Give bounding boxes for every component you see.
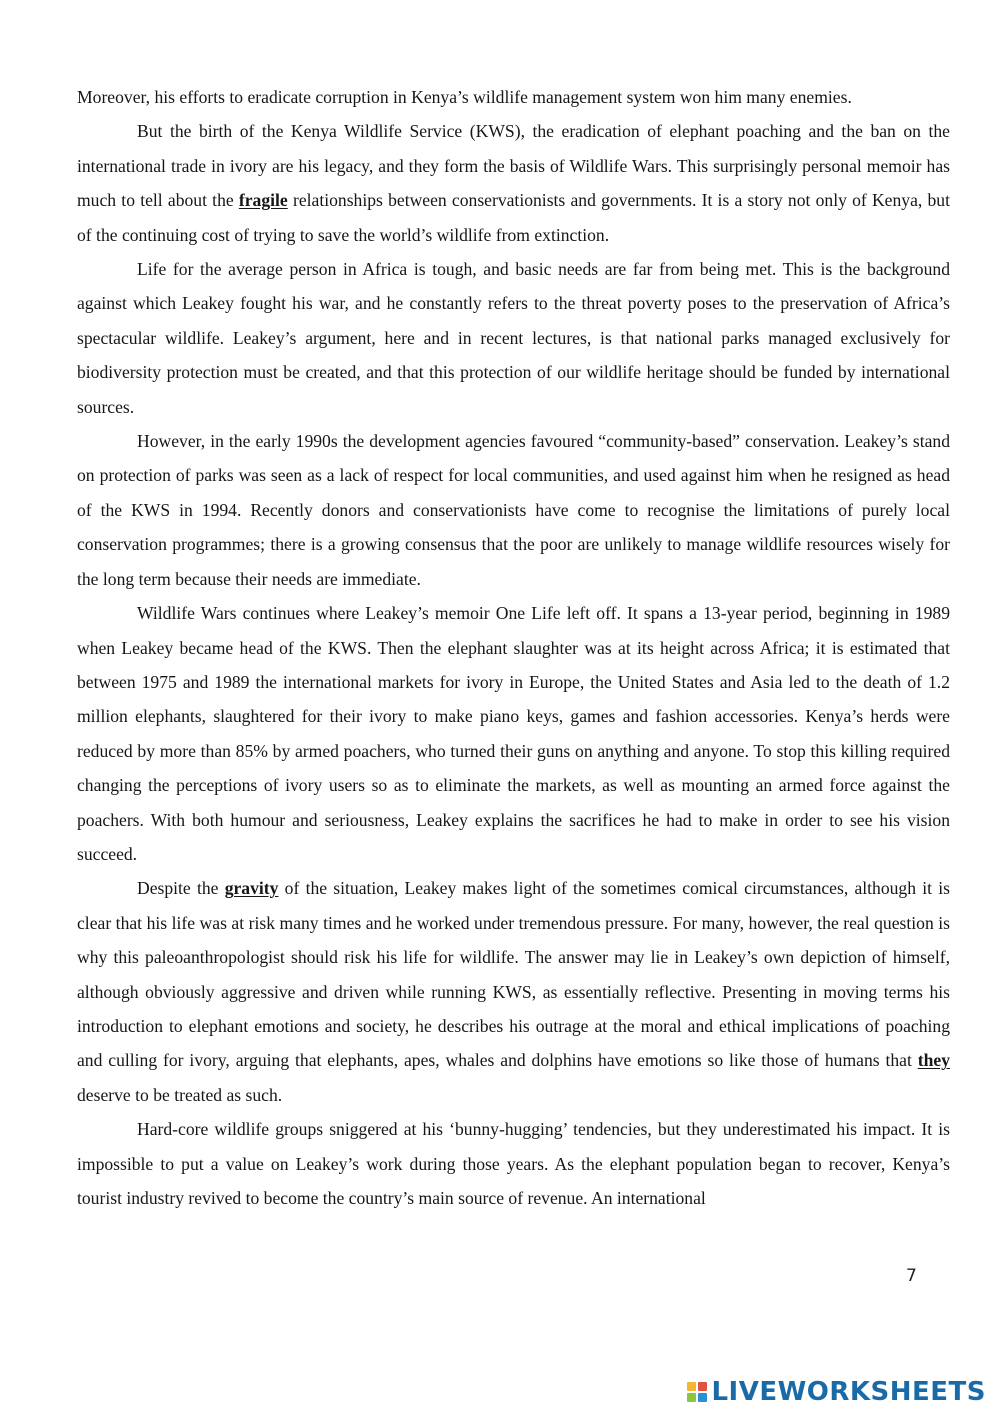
paragraph-text: deserve to be treated as such. [77,1084,283,1105]
logo-mark-square [698,1393,707,1402]
liveworksheets-logo-icon [687,1382,707,1402]
paragraph-text: Moreover, his efforts to eradicate corruption in Kenya’s wildlife management system won him many enemies. [77,87,852,107]
page-number: 7 [906,1266,917,1286]
paragraph [77,114,950,252]
article-body [77,80,950,1215]
paragraph-text: Despite the [137,878,225,899]
emphasized-word: gravity [224,878,279,899]
paragraph-text: relationships between conservationists and governments. It is a story not only of Kenya, but of the continuing cost of trying to save the world’s wildlife from extinction. [77,190,950,245]
paragraph [77,596,950,871]
paragraph-text: Life for the average person in Africa is tough, and basic needs are far from being met. This is the background against which Leakey fought his war, and he constantly refers to the threat poverty poses to the preservation of Africa’s spectacular wildlife. Leakey’s argument, here and in recent lectures, is that national parks managed exclusively for biodiversity protection must be created, and that this protection of our wildlife heritage should be funded by international sources. [77,259,950,417]
paragraph [77,871,950,1112]
emphasized-word: fragile [238,190,288,211]
paragraph [77,424,950,596]
paragraph [77,1112,950,1215]
paragraph-text: However, in the early 1990s the development agencies favoured “community-based” conservation. Leakey’s stand on protection of parks was seen as a lack of respect for local communities, and used against him when he resigned as head of the KWS in 1994. Recently donors and conservationists have come to recognise the limitations of purely local conservation programmes; there is a growing consensus that the poor are unlikely to manage wildlife resources wisely for the long term because their needs are immediate. [77,431,950,589]
logo-mark-square [687,1393,696,1402]
paragraph-text: Wildlife Wars continues where Leakey’s memoir One Life left off. It spans a 13-year period, beginning in 1989 when Leakey became head of the KWS. Then the elephant slaughter was at its height across Africa; it is estimated that between 1975 and 1989 the international markets for ivory in Europe, the United States and Asia led to the death of 1.2 million elephants, slaughtered for their ivory to make piano keys, games and fashion accessories. Kenya’s herds were reduced by more than 85% by armed poachers, who turned their guns on anything and anyone. To stop this killing required changing the perceptions of ivory users so as to eliminate the markets, as well as mounting an armed force against the poachers. With both humour and seriousness, Leakey explains the sacrifices he had to make in order to see his vision succeed. [77,603,950,864]
logo-mark-square [698,1382,707,1391]
paragraph [77,80,950,114]
paragraph-text: But the birth of the Kenya Wildlife Service (KWS), the eradication of elephant poaching and the ban on the international trade in ivory are his legacy, and they form the basis of Wildlife Wars. This surprisingly personal memoir has much to tell about the [77,121,950,211]
liveworksheets-logo [687,1377,986,1407]
paragraph [77,252,950,424]
logo-text: LIVEWORKSHEETS [711,1377,986,1407]
emphasized-word: they [917,1050,950,1071]
paragraph-text: of the situation, Leakey makes light of the sometimes comical circumstances, although it is clear that his life was at risk many times and he worked under tremendous pressure. For many, however, the real question is why this paleoanthropologist should risk his life for wildlife. The answer may lie in Leakey’s own depiction of himself, although obviously aggressive and driven while running KWS, as essentially reflective. Presenting in moving terms his introduction to elephant emotions and society, he describes his outrage at the moral and ethical implications of poaching and culling for ivory, arguing that elephants, apes, whales and dolphins have emotions so like those of humans that [77,878,950,1071]
logo-mark-square [687,1382,696,1391]
paragraph-text: Hard-core wildlife groups sniggered at his ‘bunny-hugging’ tendencies, but they underestimated his impact. It is impossible to put a value on Leakey’s work during those years. As the elephant population began to recover, Kenya’s tourist industry revived to become the country’s main source of revenue. An international [77,1119,950,1208]
